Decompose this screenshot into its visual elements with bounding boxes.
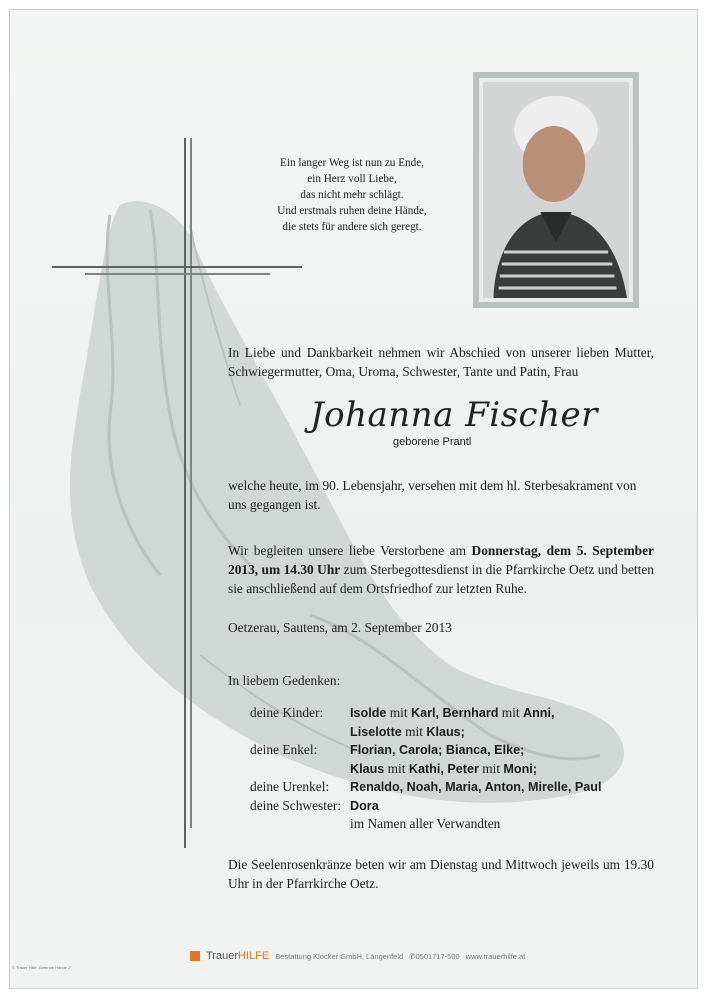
maiden-name: geborene Prantl: [393, 436, 472, 448]
poem-line: ein Herz voll Liebe,: [307, 173, 397, 185]
family-list: [250, 704, 601, 834]
cross-horizontal-bar: [52, 266, 302, 268]
family-names: Isolde mit Karl, Bernhard mit Anni,: [350, 705, 555, 720]
rosary-paragraph: Die Seelenrosenkränze beten wir am Dienstag und Mittwoch jeweils um 19.30 Uhr in der Pfarrkirche Oetz.: [228, 857, 654, 891]
cross-vertical-bar-inner: [190, 138, 192, 828]
poem: [232, 155, 472, 235]
funeral-date: Donnerstag, dem 5. September 2013, um 14.30 Uhr: [228, 543, 654, 577]
family-relatives-note: im Namen aller Verwandten: [350, 816, 501, 831]
poem-line: Ein langer Weg ist nun zu Ende,: [280, 157, 424, 169]
family-label: deine Schwester:: [250, 797, 342, 813]
family-names: Klaus mit Kathi, Peter mit Moni;: [350, 760, 537, 776]
funeral-paragraph: [228, 541, 654, 598]
family-row-schwester: [250, 797, 601, 816]
footer-company: Bestattung Klocker GmbH, Längenfeld: [275, 951, 404, 961]
footer: [190, 950, 525, 962]
family-names: Dora: [350, 798, 379, 813]
family-row-kinder-2: [250, 723, 601, 742]
funeral-text-pre: Wir begleiten unsere liebe Verstorbene am: [228, 543, 472, 558]
cross-vertical-bar: [184, 138, 186, 848]
copyright-note: © Trauer Hilfe „Betende Hände 2": [12, 965, 72, 970]
parte-sheet: [9, 9, 698, 989]
deceased-name: Johanna Fischer: [310, 395, 598, 435]
family-names: Renaldo, Noah, Maria, Anton, Mirelle, Paul: [350, 780, 602, 794]
family-row-enkel: [250, 741, 601, 760]
portrait-frame: [473, 72, 639, 308]
family-row-urenkel: [250, 778, 601, 797]
family-names: Florian, Carola; Bianca, Elke;: [350, 743, 525, 757]
family-row-verwandte: [250, 815, 601, 834]
footer-website[interactable]: www.trauerhilfe.at: [465, 951, 526, 961]
family-label: deine Enkel:: [250, 742, 318, 757]
intro-paragraph: In Liebe und Dankbarkeit nehmen wir Abschied von unserer lieben Mutter, Schwiegermutter, Oma, Uroma, Schwester, Tante und Patin, Frau: [228, 345, 654, 379]
family-names: Liselotte mit Klaus;: [350, 723, 465, 739]
gedenken-heading: In liebem Gedenken:: [228, 673, 341, 688]
footer-phone: ✆0501717-500: [409, 951, 460, 961]
trauerhilfe-logo: TrauerHILFE: [206, 950, 270, 962]
portrait-photo: [483, 82, 629, 298]
cross-horizontal-bar-inner: [85, 273, 270, 275]
family-row-kinder: [250, 704, 601, 723]
poem-line: das nicht mehr schlägt.: [300, 189, 404, 201]
funeral-text-post: zum Sterbegottesdienst in die Pfarrkirche Oetz und betten sie anschließend auf dem Ortsfriedhof zur letzten Ruhe.: [228, 562, 654, 596]
family-row-enkel-2: [250, 760, 601, 779]
passing-paragraph: welche heute, im 90. Lebensjahr, versehen mit dem hl. Sterbesakrament von uns gegangen ist.: [228, 478, 637, 512]
poem-line: Und erstmals ruhen deine Hände,: [277, 205, 427, 217]
family-label: deine Kinder:: [250, 705, 324, 720]
place-date: Oetzerau, Sautens, am 2. September 2013: [228, 620, 452, 635]
poem-line: die stets für andere sich geregt.: [282, 221, 422, 233]
family-label: deine Urenkel:: [250, 779, 330, 794]
trauerhilfe-logo-icon: [190, 951, 200, 961]
